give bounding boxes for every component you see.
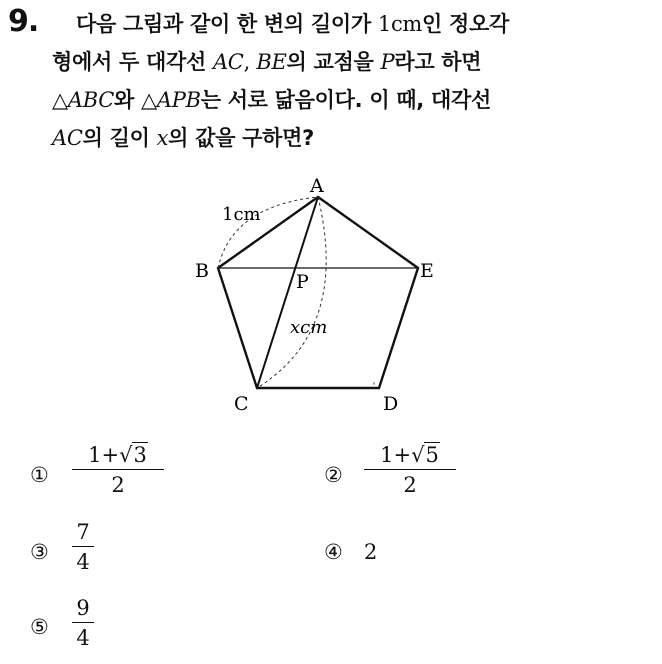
stem-text: 라고 하면 bbox=[394, 50, 482, 74]
choice-2-fraction bbox=[364, 443, 456, 497]
radicand: 5 bbox=[425, 443, 439, 467]
pentagon-outline bbox=[218, 197, 418, 388]
fraction-bar bbox=[72, 469, 164, 470]
diagonal-ac bbox=[257, 197, 318, 388]
math-ac: AC bbox=[212, 50, 244, 74]
choice-3-fraction bbox=[72, 520, 94, 574]
choice-5-marker: ⑤ bbox=[30, 615, 49, 639]
triangle-symbol: △ bbox=[52, 88, 68, 112]
vertex-label-e: E bbox=[420, 260, 434, 282]
math-apb: APB bbox=[156, 88, 201, 112]
choice-2-marker: ② bbox=[324, 463, 343, 487]
stem-text: 다음 그림과 같이 한 변의 길이가 bbox=[76, 12, 378, 36]
numerator-text: 1+ bbox=[380, 443, 412, 467]
unit-text: cm bbox=[390, 12, 423, 36]
math-be: BE bbox=[256, 50, 287, 74]
choice-4-value: 2 bbox=[364, 540, 378, 564]
side-length-value: 1 bbox=[377, 12, 391, 36]
question-number: 9. bbox=[8, 4, 39, 39]
diagonal-ac-dashed-arc bbox=[257, 197, 326, 388]
choice-1-fraction bbox=[72, 443, 164, 497]
choice-1-denominator: 2 bbox=[111, 473, 125, 497]
choice-5-numerator: 9 bbox=[76, 596, 90, 620]
comma: , bbox=[243, 50, 257, 74]
choice-2-denominator: 2 bbox=[403, 473, 417, 497]
choice-1-numerator bbox=[72, 443, 164, 467]
stem-text: 인 정오각 bbox=[422, 12, 509, 36]
stem-text: 의 값을 구하면? bbox=[168, 126, 314, 150]
choice-3-marker: ③ bbox=[30, 540, 49, 564]
vertex-label-a: A bbox=[310, 175, 324, 197]
side-length-label: 1cm bbox=[222, 204, 261, 225]
choice-2-numerator bbox=[364, 443, 456, 467]
small-mark: ∘ bbox=[372, 379, 376, 388]
math-ac: AC bbox=[52, 126, 83, 150]
stem-text: 의 길이 bbox=[82, 126, 157, 150]
stem-text: 의 교점을 bbox=[286, 50, 381, 74]
sqrt-symbol: √3 bbox=[119, 443, 147, 467]
sqrt-symbol: √5 bbox=[411, 443, 439, 467]
choice-3-numerator: 7 bbox=[76, 520, 90, 544]
math-p: P bbox=[380, 50, 395, 74]
numerator-text: 1+ bbox=[88, 443, 120, 467]
fraction-bar bbox=[364, 469, 456, 470]
math-abc: ABC bbox=[67, 88, 115, 112]
vertex-label-b: B bbox=[195, 260, 209, 282]
fraction-bar bbox=[72, 546, 94, 547]
choice-1-marker: ① bbox=[30, 463, 49, 487]
math-x: x bbox=[156, 126, 169, 150]
vertex-label-c: C bbox=[234, 393, 249, 415]
diagonal-length-label: xcm bbox=[290, 317, 328, 338]
choice-4-marker: ④ bbox=[324, 540, 343, 564]
choice-3-denominator: 4 bbox=[76, 550, 90, 574]
intersection-label-p: P bbox=[296, 271, 309, 293]
vertex-label-d: D bbox=[383, 393, 399, 415]
stem-text: 형에서 두 대각선 bbox=[52, 50, 213, 74]
stem-text: 와 bbox=[114, 88, 142, 112]
choice-5-fraction bbox=[72, 596, 94, 650]
triangle-symbol: △ bbox=[141, 88, 157, 112]
radicand: 3 bbox=[133, 443, 147, 467]
stem-text: 는 서로 닮음이다. 이 때, 대각선 bbox=[200, 88, 491, 112]
fraction-bar bbox=[72, 622, 94, 623]
choice-5-denominator: 4 bbox=[76, 626, 90, 650]
